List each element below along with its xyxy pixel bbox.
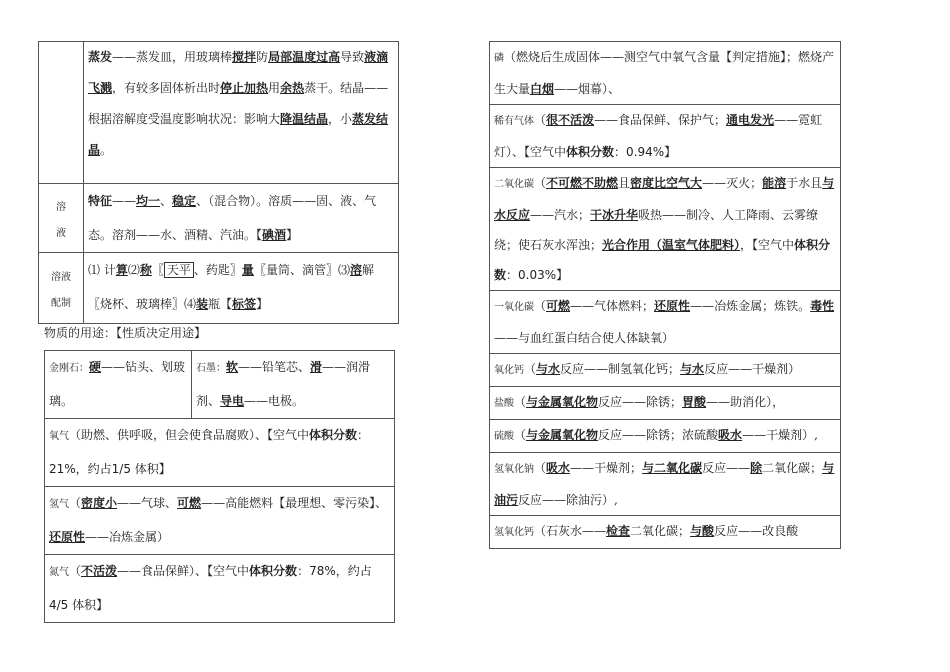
uses-table-continued [489, 41, 841, 549]
key-term: 溶 [349, 263, 362, 277]
preparation-cell [84, 253, 399, 324]
hcl-cell [490, 387, 841, 420]
text: 解〖烧杯、玻璃棒〗⑷ [88, 263, 374, 311]
label-char: 液 [56, 227, 66, 239]
key-term: 干冰升华 [590, 208, 639, 222]
substance-name: 氢氧化钠 [494, 464, 534, 475]
text: 、 [160, 194, 173, 208]
text: 】 [256, 297, 269, 311]
text: 反应——除锈；浓硫酸 [598, 428, 719, 442]
key-term: 与水反应 [494, 176, 835, 222]
key-term: 检查 [606, 524, 631, 538]
key-term: 吸水 [718, 428, 743, 442]
key-term: 还原性 [654, 299, 691, 313]
solution-label [39, 184, 84, 253]
text: ：0.94%】 [614, 145, 677, 159]
text: 。 [100, 143, 113, 157]
text: （ [534, 113, 547, 127]
key-term: 停止加热 [220, 81, 269, 95]
text: 〖 [151, 263, 164, 277]
key-term: 与油污 [494, 461, 835, 507]
oxygen-cell [45, 419, 395, 487]
key-term: 与金属氧化物 [526, 428, 599, 442]
co-cell [490, 291, 841, 354]
text: ，有较多固体析出时 [112, 81, 221, 95]
key-term: 密度小 [81, 496, 118, 510]
key-term: 装 [196, 297, 209, 311]
section-heading: 物质的用途：【性质决定用途】 [44, 326, 207, 340]
nitrogen-cell [45, 555, 395, 623]
substance-name: 磷 [494, 53, 504, 64]
text: 二氧化碳； [762, 461, 823, 475]
evaporation-cell [84, 42, 399, 184]
text: 反应—— [702, 461, 751, 475]
text: （燃烧后生成固体——测空气中氧气含量【判定措施】；燃烧产生大量 [494, 50, 835, 96]
text: ——蒸发皿，用玻璃棒 [112, 50, 233, 64]
text: ——电极。 [244, 394, 305, 408]
key-term: 与酸 [690, 524, 715, 538]
substance-name: 氧化钙 [494, 365, 524, 376]
key-term: 体积分数 [309, 428, 358, 442]
key-term: 除 [750, 461, 763, 475]
phosphorus-cell [490, 42, 841, 105]
noble-gas-cell [490, 105, 841, 168]
text: （ [514, 395, 527, 409]
label-char: 配制 [51, 297, 71, 309]
text: 吸热——制冷、人工降雨、云雾缭绕；使石灰水浑浊； [494, 208, 819, 252]
text: 反应——制氢氧化钙； [560, 362, 681, 376]
key-term: 体积分数 [566, 145, 615, 159]
graphite-cell [192, 351, 395, 419]
key-term: 碘酒 [262, 228, 287, 242]
solution-cell [84, 184, 399, 253]
key-term: 稳定 [172, 194, 197, 208]
key-term: 吸水 [546, 461, 571, 475]
key-term: 可燃 [177, 496, 202, 510]
empty-label-cell [39, 42, 84, 184]
text: 】 [286, 228, 299, 242]
text: 反应——干燥剂） [704, 362, 801, 376]
key-term: 与二氧化碳 [642, 461, 703, 475]
text: 二氧化碳； [630, 524, 691, 538]
key-term: 不活泼 [81, 564, 118, 578]
text: ——烟幕）、 [554, 82, 621, 96]
substance-name: 硫酸 [494, 431, 514, 442]
key-term: 搅拌 [232, 50, 257, 64]
key-term: 导电 [220, 394, 245, 408]
text: ——食品保鲜、保护气； [594, 113, 727, 127]
key-term: 降温结晶 [280, 112, 329, 126]
key-term: 与水 [680, 362, 705, 376]
key-term: 还原性 [49, 530, 86, 544]
text: ——钻头、划玻璃。 [49, 360, 186, 408]
text: 反应——除锈； [598, 395, 683, 409]
text: 于水且 [786, 176, 823, 190]
key-term: 光合作用（温室气体肥料） [602, 238, 741, 252]
key-term: 蒸发结晶 [88, 112, 389, 157]
key-term: 量 [241, 263, 254, 277]
key-term: 标签 [232, 297, 257, 311]
co2-cell [490, 168, 841, 291]
substance-name: 稀有气体 [494, 116, 534, 127]
key-term: 局部温度过高 [268, 50, 341, 64]
key-term: 体积分数 [249, 564, 298, 578]
key-term: 液滴飞溅 [88, 50, 389, 95]
text: —— [112, 194, 137, 208]
key-term: 体积分数 [494, 238, 831, 282]
uses-table [44, 350, 395, 623]
text: ——冶炼金属） [85, 530, 170, 544]
text: ——气球、 [117, 496, 178, 510]
key-term: 软 [226, 360, 239, 374]
text: 、药匙〗 [193, 263, 242, 277]
key-term: 与金属氧化物 [526, 395, 599, 409]
solution-table [38, 41, 399, 324]
substance-name: 氧气 [49, 431, 69, 442]
text: ，【空气中 [740, 238, 795, 252]
key-term: 可燃 [546, 299, 571, 313]
substance-name: 二氧化碳 [494, 179, 534, 190]
key-term: 白烟 [530, 82, 555, 96]
key-term: 很不活泼 [546, 113, 595, 127]
substance-name: 氮气 [49, 567, 69, 578]
text: （ [69, 496, 82, 510]
key-term: 滑 [310, 360, 323, 374]
text: ：21%，约占1/5 体积】 [49, 428, 370, 476]
text: ：78%，约占4/5 体积】 [49, 564, 372, 612]
text: （助燃、供呼吸，但会使食品腐败）、【空气中 [69, 428, 310, 442]
text: ——润滑剂、 [196, 360, 371, 408]
text: 、（混合物）。溶质——固、液、气态。溶剂——水、酒精、汽油。【 [88, 194, 377, 242]
key-term: 密度比空气大 [630, 176, 703, 190]
text: ——霓虹灯）、【空气中 [494, 113, 823, 159]
text: ：0.03%】 [506, 268, 569, 282]
text: （ [69, 564, 82, 578]
label-char: 溶液 [51, 271, 71, 283]
substance-name: 金刚石： [49, 363, 89, 374]
text: ——食品保鲜）、【空气中 [117, 564, 250, 578]
substance-name: 盐酸 [494, 398, 514, 409]
key-term: 毒性 [810, 299, 835, 313]
text: ——助消化）， [706, 395, 785, 409]
text: 〖量筒、滴管〗⑶ [253, 263, 350, 277]
text: （ [524, 362, 537, 376]
key-term: 特征 [88, 194, 113, 208]
text: （ [534, 461, 547, 475]
cao-cell [490, 354, 841, 387]
text: 反应——改良酸 [714, 524, 799, 538]
text: ，小 [328, 112, 353, 126]
text: 用 [268, 81, 281, 95]
text: ——高能燃料【最理想、零污染】、 [201, 496, 388, 510]
text: ——灭火； [702, 176, 763, 190]
key-term: 能溶 [762, 176, 787, 190]
label-char: 溶 [56, 201, 66, 213]
key-term: 不可燃不助燃 [546, 176, 619, 190]
key-term: 硬 [89, 360, 102, 374]
substance-name: 一氧化碳 [494, 302, 534, 313]
text: 防 [256, 50, 269, 64]
diamond-cell [45, 351, 192, 419]
key-term: 胃酸 [682, 395, 707, 409]
text: ——气体燃料； [570, 299, 655, 313]
substance-name: 氢气 [49, 499, 69, 510]
text: 导致 [340, 50, 365, 64]
boxed-term: 天平 [164, 262, 194, 278]
caoh2-cell [490, 516, 841, 549]
text: ⑴ 计 [88, 263, 116, 277]
text: ——汽水； [530, 208, 591, 222]
h2so4-cell [490, 420, 841, 453]
text: （石灰水—— [534, 524, 607, 538]
text: ——干燥剂）, [742, 428, 818, 442]
text: ——冶炼金属；炼铁。 [690, 299, 811, 313]
substance-name: 氢氧化钙 [494, 527, 534, 538]
text: ——铅笔芯、 [238, 360, 311, 374]
naoh-cell [490, 453, 841, 516]
substance-name: 石墨： [196, 363, 226, 374]
text: 蒸干。结晶——根据溶解度受温度影响状况：影响大 [88, 81, 389, 126]
preparation-label [39, 253, 84, 324]
text: （ [534, 299, 547, 313]
evaporation-term: 蒸发 [88, 50, 113, 64]
key-term: 与水 [536, 362, 561, 376]
text: 反应——除油污）, [518, 493, 618, 507]
text: （ [514, 428, 527, 442]
hydrogen-cell [45, 487, 395, 555]
key-term: 通电发光 [726, 113, 775, 127]
text: 且 [618, 176, 631, 190]
text: ——与血红蛋白结合使人体缺氧） [494, 331, 675, 345]
text: ——干燥剂； [570, 461, 643, 475]
key-term: 算 [115, 263, 128, 277]
key-term: 均一 [136, 194, 161, 208]
text: 瓶【 [208, 297, 233, 311]
key-term: 称 [139, 263, 152, 277]
text: （ [534, 176, 547, 190]
text: ⑵ [127, 263, 140, 277]
key-term: 余热 [280, 81, 305, 95]
